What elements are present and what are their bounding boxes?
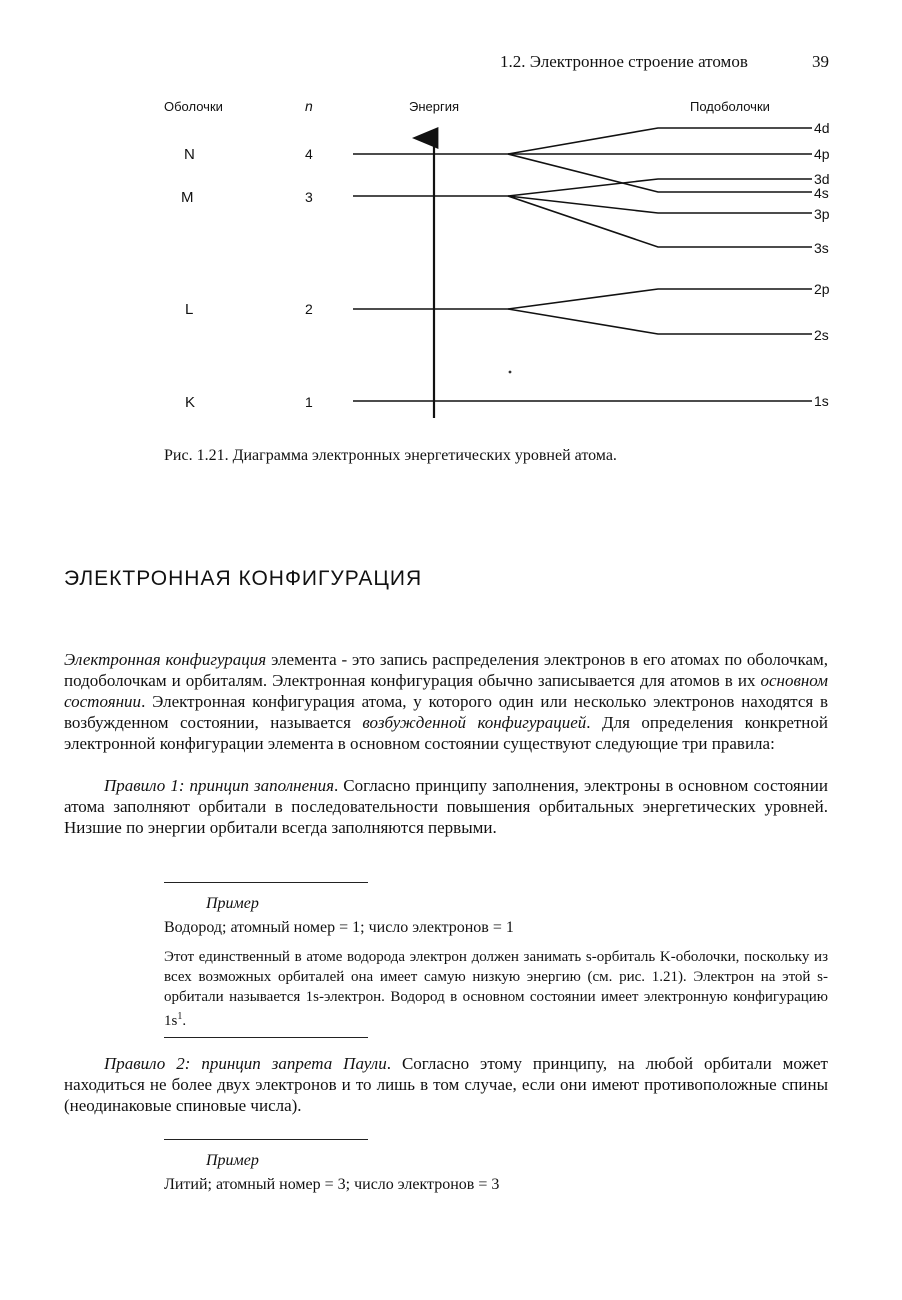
example-2-top-rule	[164, 1139, 368, 1140]
col-energy-label: Энергия	[409, 99, 460, 114]
example-1-block	[164, 882, 828, 1038]
running-header-title: 1.2. Электронное строение атомов	[500, 52, 748, 71]
intro-paragraph	[64, 649, 828, 754]
intro-text-2: . Электронная конфигурация атома, у которого один или несколько электронов находятся в возбужденном состоянии, называется	[64, 692, 828, 732]
section-heading: ЭЛЕКТРОННАЯ КОНФИГУРАЦИЯ	[64, 567, 423, 590]
rule-1-title: Правило 1: принцип заполнения	[104, 776, 334, 795]
subshell-1s-label: 1s	[814, 393, 829, 409]
example-1-end: .	[182, 1013, 187, 1029]
subshell-3p-label: 3p	[814, 206, 830, 222]
split-4d-line	[508, 128, 812, 154]
col-shells-label: Оболочки	[164, 99, 223, 114]
page-number: 39	[812, 52, 829, 71]
intro-text-3: . Для определения конкретной электронной конфигурации элемента в основном состоянии существуют следующие три правила:	[64, 713, 828, 753]
shell-n-2: 2	[305, 301, 313, 317]
rule-2-paragraph	[64, 1053, 828, 1116]
example-1-data: Водород; атомный номер = 1; число электронов = 1	[164, 919, 514, 936]
example-1-superscript: 1	[177, 1011, 183, 1022]
intro-text-1: элемента - это запись распределения электронов в его атомах по оболочкам, подоболочкам и орбиталям. Электронная конфигурация обычно записывается для атомов в их	[64, 650, 828, 690]
rule-2-text: . Согласно этому принципу, на любой орбитали может находиться не более двух электронов и то лишь в том случае, если они имеют противоположные спины (неодинаковые спиновые числа).	[64, 1054, 828, 1115]
example-1-top-rule	[164, 882, 368, 883]
example-2-data: Литий; атомный номер = 3; число электронов = 3	[164, 1176, 500, 1193]
figure-caption: Рис. 1.21. Диаграмма электронных энергетических уровней атома.	[164, 447, 617, 464]
example-1-body: Этот единственный в атоме водорода электрон должен занимать s-орбиталь K-оболочки, поскольку из всех возможных орбиталей она имеет самую низкую энергию (см. рис. 1.21). Электрон на этой s-орбитали называется 1s-электрон. Водород в основном состоянии имеет электронную конфигурацию 1s	[164, 949, 828, 1029]
split-4s-line	[508, 154, 812, 192]
term-ground-state: основном состоянии	[64, 671, 828, 711]
term-electronic-configuration: Электронная конфигурация	[64, 650, 267, 669]
col-n-label: n	[305, 98, 313, 114]
example-1-bottom-rule	[164, 1037, 368, 1038]
split-2s-line	[508, 309, 812, 334]
subshell-4s-label: 4s	[814, 185, 829, 201]
subshell-3d-label: 3d	[814, 171, 830, 187]
shell-name-k: K	[185, 394, 196, 411]
rule-1-paragraph	[64, 775, 828, 838]
example-1-title: Пример	[206, 895, 259, 912]
subshell-2p-label: 2p	[814, 281, 830, 297]
subshell-4d-label: 4d	[814, 120, 830, 136]
subshell-3s-label: 3s	[814, 240, 829, 256]
rule-1-text: . Согласно принципу заполнения, электроны в основном состоянии атома заполняют орбитали в последовательности повышения орбитальных энергетических уровней. Низшие по энергии орбитали всегда заполняются первыми.	[64, 776, 828, 837]
split-2p-line	[508, 289, 812, 309]
term-excited-configuration: возбужденной конфигурацией	[362, 713, 587, 732]
rule-2-title: Правило 2: принцип запрета Паули	[104, 1054, 387, 1073]
col-subshells-label: Подоболочки	[690, 99, 770, 114]
scan-dot	[509, 371, 512, 374]
split-3s-line	[508, 196, 812, 247]
shell-n-3: 3	[305, 189, 313, 205]
shell-name-m: M	[181, 189, 194, 206]
example-2-title: Пример	[206, 1152, 259, 1169]
shell-n-1: 1	[305, 394, 313, 410]
subshell-2s-label: 2s	[814, 327, 829, 343]
split-3d-line	[508, 179, 812, 196]
energy-level-diagram	[0, 0, 902, 440]
shell-n-4: 4	[305, 146, 313, 162]
example-1-text	[164, 947, 828, 1031]
shell-name-n: N	[184, 146, 195, 163]
split-3p-line	[508, 196, 812, 213]
example-2-block	[164, 1139, 828, 1204]
shell-name-l: L	[185, 301, 194, 318]
subshell-4p-label: 4p	[814, 146, 830, 162]
